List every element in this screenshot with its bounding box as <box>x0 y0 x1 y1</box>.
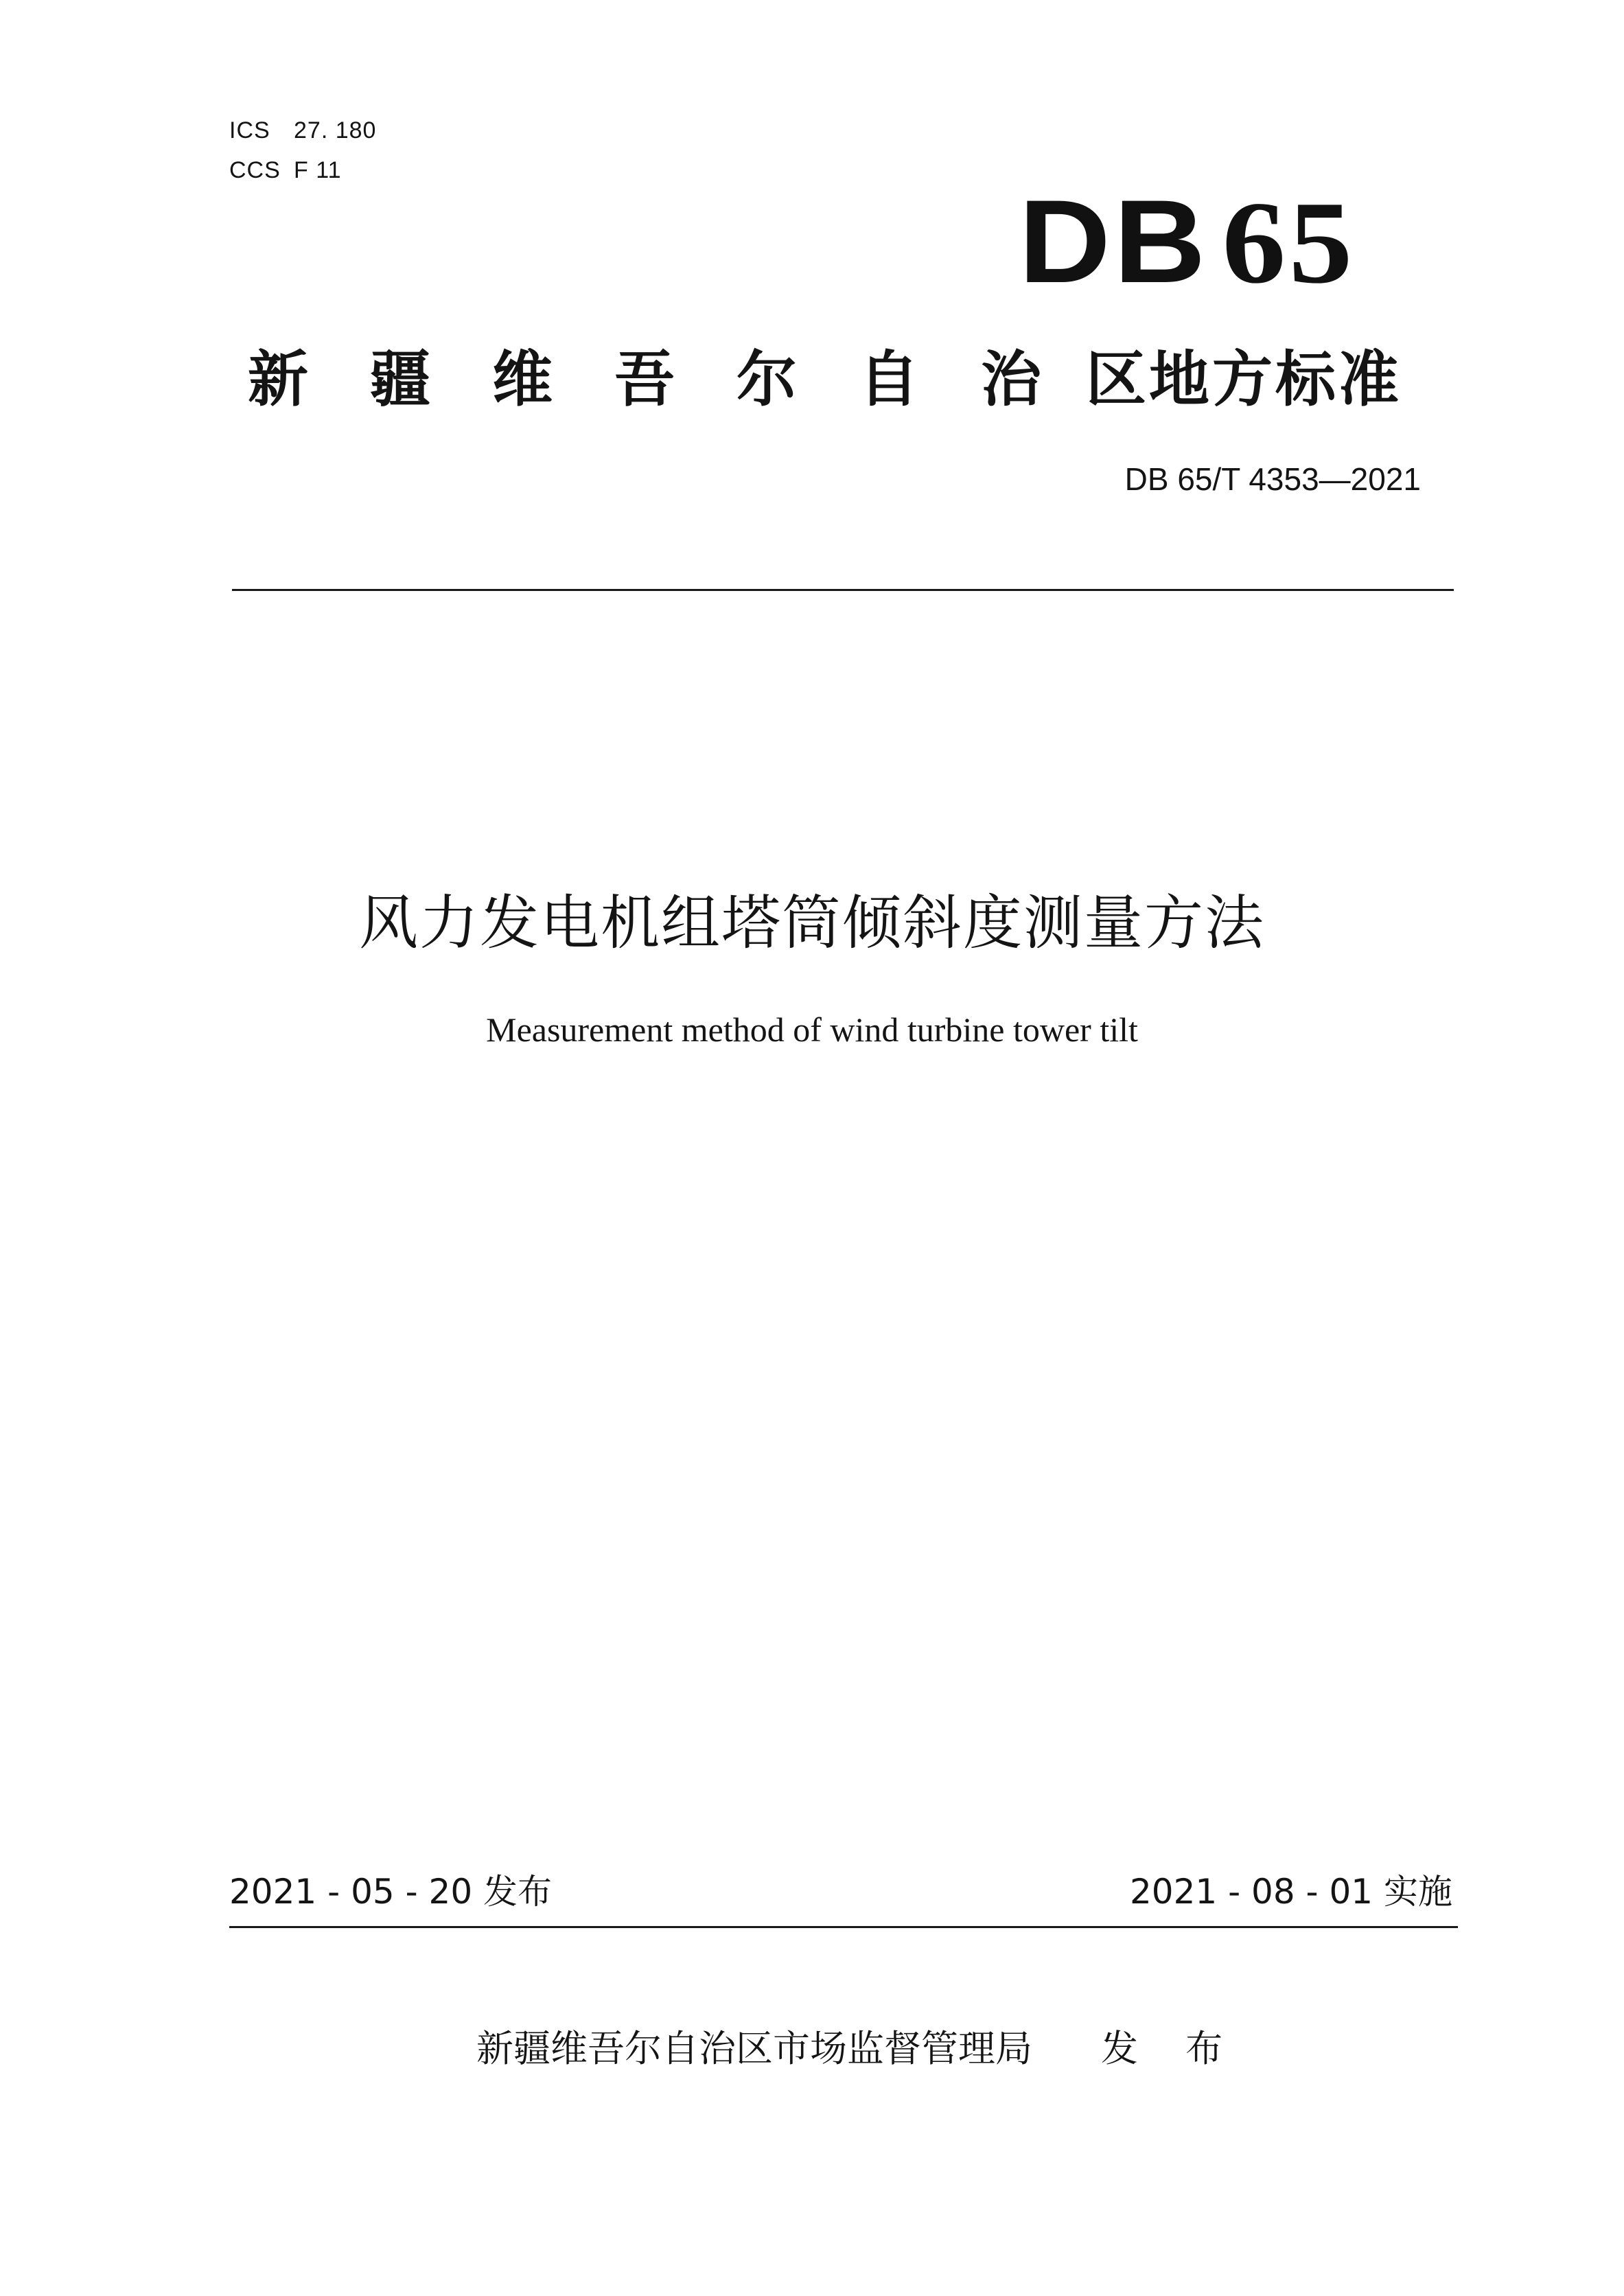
ccs-label: CCS <box>229 157 281 183</box>
ics-label: ICS <box>229 117 270 143</box>
standard-number: DB 65/T 4353—2021 <box>1124 461 1421 497</box>
ccs-code <box>229 156 342 184</box>
implement-date: 2021 - 08 - 01 实施 <box>1129 1872 1452 1912</box>
heading-char: 区地方标准 <box>1086 344 1402 415</box>
db65-logo <box>1019 176 1356 308</box>
heading-char: 尔 <box>736 344 797 415</box>
heading-char: 疆 <box>369 344 430 415</box>
top-divider <box>232 589 1454 591</box>
heading-char: 自 <box>858 344 919 415</box>
issuer-name: 新疆维吾尔自治区市场监督管理局 <box>476 2027 1032 2070</box>
logo-db: DB <box>1019 176 1209 308</box>
ccs-value: F 11 <box>294 157 342 183</box>
logo-number: 65 <box>1222 178 1356 308</box>
issuer <box>476 2025 1240 2073</box>
document-title-en: Measurement method of wind turbine tower tilt <box>486 1010 1138 1049</box>
document-title-cn: 风力发电机组塔筒倾斜度测量方法 <box>359 889 1265 958</box>
publish-date: 2021 - 05 - 20 发布 <box>229 1872 553 1912</box>
heading-char: 维 <box>491 344 553 415</box>
heading-char: 治 <box>980 344 1041 415</box>
issuer-verb: 发 布 <box>1101 2027 1241 2070</box>
ics-code <box>229 117 376 144</box>
heading-char: 吾 <box>614 344 675 415</box>
bottom-divider <box>229 1926 1458 1928</box>
ics-value: 27. 180 <box>294 117 377 143</box>
heading-char: 新 <box>247 344 308 415</box>
standard-type-heading <box>217 342 1452 417</box>
